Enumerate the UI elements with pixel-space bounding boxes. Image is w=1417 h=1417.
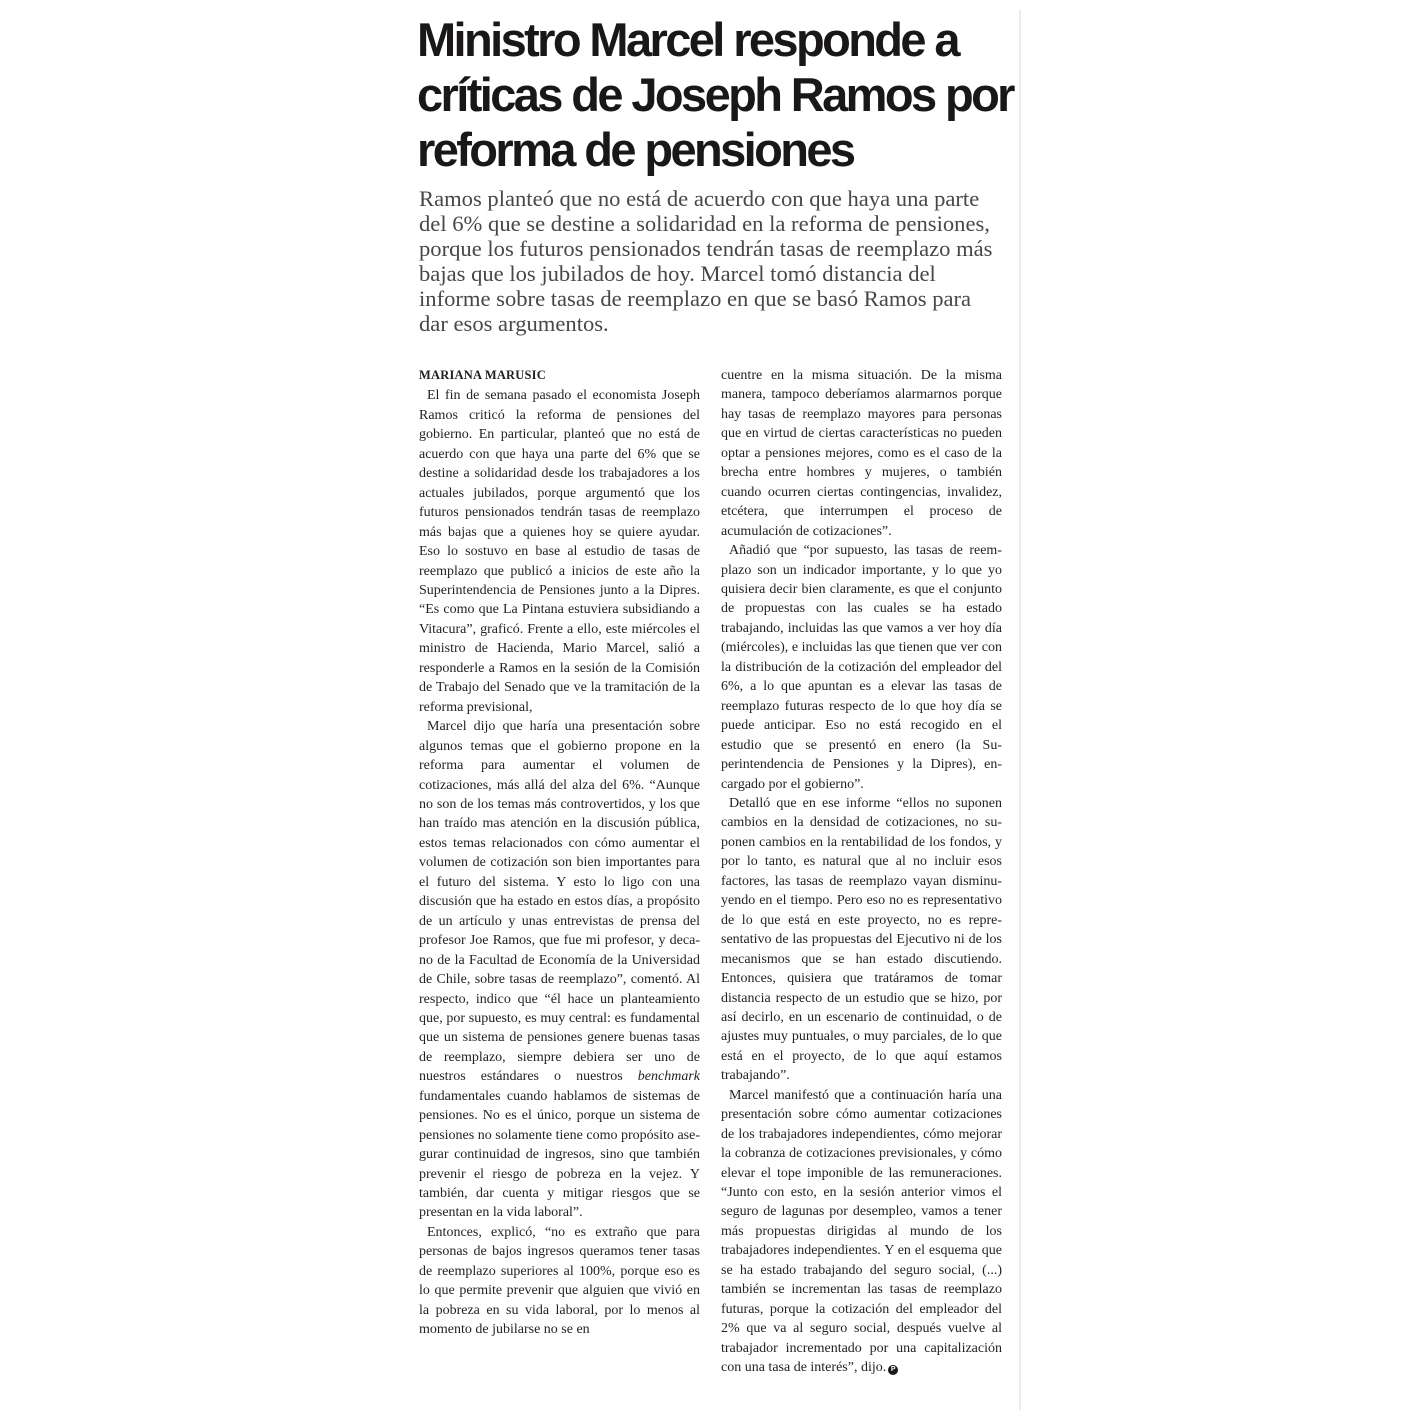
- paragraph: Detalló que en ese informe “ellos no suponen cambios en la densidad de cotizaciones, no suponen cambios en la rentabilidad de los fondos, y por lo tanto, es natural que al no incluir esos factores, las tasas de reemplazo vayan disminuyendo en el tiempo. Pero eso no es representativo de lo que está en este proyecto, no es representativo de las propuestas del Ejecutivo ni de los mecanismos que se han estado discutiendo. Entonces, quisiera que tratáramos de tomar distancia respecto de un estudio que se hizo, por así decirlo, en un escenario de continuidad, o de ajustes muy puntuales, o muy parciales, de lo que está en el proyecto, de lo que aquí estamos trabajando”.: [721, 795, 1002, 1084]
- paragraph: Entonces, explicó, “no es extraño que para personas de bajos ingresos queramos tener tasas de reemplazo superiores al 100%, porque eso es lo que permite prevenir que alguien que vivió en la pobreza en su vida laboral, por lo menos al momento de jubilarse no se en: [419, 1224, 700, 1338]
- paragraph: El fin de semana pasado el economista Joseph Ramos criticó la reforma de pensiones del gobierno. En particular, planteó que no está de acuerdo con que haya una parte del 6% que se destine a solidaridad desde los trabajadores a los actuales jubilados, porque argumentó que los futuros pensionados tendrán tasas de reemplazo más bajas que a quienes hoy se quiere ayudar. Eso lo sostuvo en base al estudio de tasas de reemplazo que publicó a inicios de este año la Superintendencia de Pensiones junto a la Dipres. “Es como que La Pintana estuviera subsidiando a Vitacura”, graficó. Frente a ello, este miércoles el ministro de Hacienda, Mario Marcel, salió a responderle a Ramos en la sesión de la Comisión de Trabajo del Senado que ve la tramitación de la reforma previsional,: [419, 388, 700, 715]
- italic-term: benchmark: [637, 1069, 700, 1085]
- paragraph: Añadió que “por supuesto, las tasas de reemplazo son un indicador importante, y lo que yo quisiera decir bien claramente, es que el conjunto de propuestas con las cuales se ha estado trabajando, incluidas las que vamos a ver hoy día (miércoles), e incluidas las que tienen que ver con la distribución de la cotización del empleador del 6%, a lo que apuntan es a elevar las tasas de reemplazo futuras respecto de lo que hoy día se puede anticipar. Eso no está recogido en el estudio que se presentó en enero (la Superintendencia de Pensiones y la Dipres), encargado por el gobierno”.: [721, 543, 1002, 792]
- column-rule: [1019, 10, 1021, 1410]
- article-column-right: [721, 366, 1002, 1378]
- headline: Ministro Marcel responde a críticas de Joseph Ramos por reforma de pensiones: [417, 13, 1013, 176]
- byline: MARIANA MARUSIC: [419, 368, 546, 382]
- paragraph: [721, 1086, 1002, 1378]
- article-column-left: [419, 366, 700, 1340]
- paragraph-continued: cuentre en la misma situación. De la misma manera, tampoco deberíamos alarmarnos porque hay tasas de reemplazo mayores para personas que en virtud de ciertas características no pueden optar a pensiones mejores, como es el caso de la brecha entre hombres y mujeres, o también cuando ocurren ciertas contingencias, invalidez, etcétera, que interrumpen el proceso de acumulación de cotizaciones”.: [721, 368, 1002, 539]
- paragraph: [419, 717, 700, 1223]
- end-of-article-icon: P: [888, 1365, 898, 1375]
- paragraph-text: Marcel manifestó que a continuación haría una presentación sobre cómo aumentar cotizaciones de los trabajadores independientes, cómo mejorar la cobranza de cotizaciones previsionales, y cómo elevar el tope imponible de las remuneraciones. “Junto con esto, en la sesión anterior vimos el seguro de lagunas por desempleo, vamos a tener más propuestas dirigidas al mundo de los trabajadores independientes. Y en el esquema que se ha estado trabajando del seguro social, (...) también se incrementan las tasas de reemplazo futuras, porque la cotización del empleador del 2% que va al seguro social, después vuelve al trabajador incrementado por una capitalización con una tasa de interés”, dijo.: [721, 1087, 1002, 1376]
- deck-summary: Ramos planteó que no está de acuerdo con que haya una parte del 6% que se destine a solidaridad en la reforma de pensiones, porque los futuros pensionados tendrán tasas de reemplazo más bajas que los jubilados de hoy. Marcel tomó distancia del informe sobre tasas de reemplazo en que se basó Ramos para dar esos argumentos.: [419, 186, 993, 336]
- paragraph-text: fundamentales cuando hablamos de sistemas de pensiones. No es el único, porque un sistema de pensiones no solamente tiene como propósito asegurar continuidad de ingresos, sino que también prevenir el riesgo de pobreza en la vejez. Y también, dar cuenta y mitigar riesgos que se presentan en la vida laboral”.: [419, 1088, 700, 1221]
- paragraph-text: Marcel dijo que haría una presentación sobre algunos temas que el gobierno propone en la reforma para aumentar el volumen de cotizaciones, más allá del alza del 6%. “Aunque no son de los temas más controvertidos, y los que han traído mas atención en la discusión pública, estos temas relacionados con cómo aumentar el volumen de cotización son bien importantes para el futuro del sistema. Y esto lo ligo con una discusión que ha estado en estos días, a propósito de un artículo y unas entrevistas de prensa del profesor Joe Ramos, que fue mi profesor, y decano de la Facultad de Economía de la Universidad de Chile, sobre tasas de reemplazo”, comentó. Al respecto, indico que “él hace un planteamiento que, por supuesto, es muy central: es fundamental que un sistema de pensiones genere buenas tasas de reemplazo, siempre debiera ser uno de nuestros estándares o nuestros: [419, 719, 700, 1085]
